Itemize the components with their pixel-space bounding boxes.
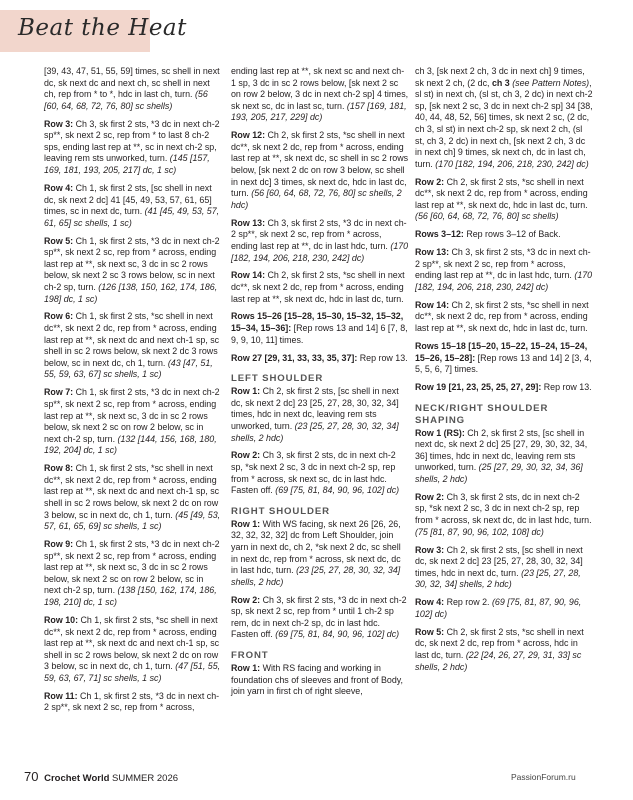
row-count: (47 [51, 55, 59, 63, 67, 71] sc shells, 1 sc) [44,661,221,683]
row-text: With WS facing, sk next 26 [26, 26, 32, 32, 32, 32] dc from Left Shoulder, join yarn in next dc, ch 2, *sk next 2 dc, sc shell in next dc, rep from * across, sk next dc, dc in last hdc, turn. [231,518,401,576]
instruction-paragraph [44,66,222,112]
instruction-paragraph [415,300,593,335]
instruction-paragraph [231,66,409,124]
row-text: Ch 1, sk first 2 sts, *3 dc in next ch-2 sp**, sk next 2 sc, rep from * across, [44,690,220,713]
row-label: Row 1: [231,518,263,529]
row-text: [Rep rows 13 and 14] 2 [3, 4, 5, 5, 6, 7] times. [415,352,592,375]
row-text: Rep row 13. [543,382,592,393]
row-count: (22 [24, 26, 27, 29, 31, 33] sc shells, 2 hdc) [415,649,582,672]
instruction-paragraph [44,311,222,381]
row-text: ending last rep at **, sk next sc and next ch-1 sp, 3 dc in sc 2 rows below, [sk next 2 sc on row 2 below, 3 dc in next ch-2 sp] 4 times, sk next sc, dc in last sc, turn. [231,66,409,111]
row-count: (23 [25, 27, 28, 30, 32, 34] shells, 2 hdc) [231,565,401,587]
row-count: (25 [27, 29, 30, 32, 34, 36] shells, 2 hdc) [415,462,583,484]
instruction-paragraph [415,597,593,620]
instruction-paragraph [231,595,409,641]
row-text: Ch 3, sk first 2 sts, dc in next ch-2 sp, *sk next 2 sc, 3 dc in next ch-2 sp, rep from * across, sk next dc, dc in last hdc, turn. [415,491,592,526]
row-text: Ch 1, sk first 2 sts, *sc shell in next dc**, sk next 2 dc, rep from * across, ending last rep at **, sk next dc and next ch-1 sp, sc shell in sc 2 rows below, sk next 2 dc 3 rows below, sc in next dc, ch 1, turn. [44,311,220,368]
row-count: (45 [49, 53, 57, 61, 65, 69] sc shells, 1 sc) [44,509,221,532]
text-column-2 [231,66,409,704]
row-label: Row 10: [44,614,81,625]
instruction-paragraph [231,519,409,589]
row-label: Row 1: [231,663,263,674]
row-count: (170 [182, 194, 206, 218, 230, 242] dc) [415,270,593,292]
row-text: Ch 2, sk first 2 sts, [sc shell in next dc, sk next 2 dc] 23 [25, 27, 28, 30, 32, 34] times, hdc in next dc, turn. [415,544,583,578]
row-count: (56 [60, 64, 68, 72, 76, 80] sc shells) [44,89,208,111]
row-label: Row 4: [415,597,447,608]
row-count: (43 [47, 51, 55, 59, 63, 67] sc shells, 1 sc) [44,357,213,380]
row-label: Row 12: [231,130,268,141]
row-label: Rows 3–12: [415,229,467,240]
row-label: Rows 15–26 [15–28, 15–30, 15–32, 15–32, 15–34, 15–36]: [231,311,404,334]
row-text: Ch 2, sk first 2 sts, *sc shell in next dc, sk next 2 dc, rep from * across, hdc in last dc, turn. [415,626,584,660]
row-count: (132 [144, 156, 168, 180, 192, 204] dc, 1 sc) [44,433,217,456]
row-text: [Rep rows 13 and 14] 6 [7, 8, 9, 9, 10, 11] times. [231,323,408,345]
row-text: Ch 1, sk first 2 sts, *3 dc in next ch-2 sp**, sk next 2 sc, rep from * across, ending last rep at **, sk next sc, 3 dc in sc 2 rows below, sk next 2 sc on row 2 below, sc in next ch-2 sp, turn. [44,387,220,444]
row-text: Ch 1, sk first 2 sts, [sc shell in next dc, sk next 2 dc] 41 [45, 49, 53, 57, 61, 65] times, sc in next dc, turn. [44,182,212,217]
row-label: Row 5: [415,626,447,637]
issue-season: SUMMER 2026 [112,773,179,784]
row-text: ch 3, [sk next 2 ch, 3 dc in next ch] 9 times, sk next 2 ch, (2 dc, [415,66,585,88]
row-label: Row 1: [231,386,263,397]
section-heading: LEFT SHOULDER [231,373,324,385]
row-label: Row 4: [44,182,76,193]
row-count: (23 [25, 27, 28, 30, 32, 34] shells, 2 hdc) [415,567,581,590]
row-label: Row 13: [415,247,452,258]
row-count: (157 [169, 181, 193, 205, 217, 229] dc) [231,100,407,123]
row-label: Row 7: [44,387,76,398]
instruction-paragraph [44,183,222,229]
row-count: (56 [60, 64, 68, 72, 76, 80] sc shells, 2 hdc) [231,188,402,210]
row-count: (69 [75, 81, 84, 90, 96, 102] dc) [275,485,400,496]
row-count: (23 [25, 27, 28, 30, 32, 34] shells, 2 hdc) [231,420,399,443]
instruction-paragraph [231,353,409,365]
row-text: Ch 3, sk first 2 sts, *3 dc in next ch-2 sp**, sk next 2 sc, rep from * across, ending last rep at **, dc in last hdc, turn. [415,247,591,281]
row-text: Rep rows 3–12 of Back. [466,229,561,240]
row-text: Ch 2, sk first 2 sts, *sc shell in next dc**, sk next 2 dc, rep from * across, ending last rep at **, sk next dc, sc shell in sc 2 rows below, [sk next 2 dc on row 3 below, sc shell in next dc] 3 times, sk next dc, hdc in last dc, turn. [231,130,409,199]
row-count: (126 [138, 150, 162, 174, 186, 198] dc, 1 sc) [44,281,218,304]
magazine-name: Crochet World [44,773,110,784]
instruction-paragraph [231,311,409,346]
row-label: Row 8: [44,463,76,474]
row-count: (75 [81, 87, 90, 96, 102, 108] dc) [415,526,544,537]
instruction-paragraph [44,387,222,457]
instruction-paragraph [44,236,222,306]
watermark: PassionForum.ru [511,772,576,782]
instruction-paragraph [231,663,409,698]
instruction-paragraph [415,428,593,486]
row-text: Ch 2, sk first 2 sts, [sc shell in next dc, sk next 2 dc] 23 [25, 27, 28, 30, 32, 34] times, hdc in next dc, leaving rem sts unworked, turn. [231,386,399,431]
row-count: (69 [75, 81, 84, 90, 96, 102] dc) [275,629,400,640]
page-title: Beat the Heat [18,15,187,41]
row-label: Row 3: [44,118,76,129]
instruction-paragraph [415,382,593,394]
instruction-paragraph [44,539,222,609]
row-label: Row 1 (RS): [415,427,468,438]
instruction-paragraph [44,691,222,714]
instruction-paragraph [231,130,409,211]
row-text: Ch 2, sk first 2 sts, *sc shell in next dc**, sk next 2 dc, rep from * across, ending last rep at **, sk next dc, hdc in last dc, turn. [231,270,405,304]
row-label: Row 14: [415,299,452,310]
row-text: Ch 1, sk first 2 sts, *sc shell in next dc**, sk next 2 dc, rep from * across, ending last rep at **, sk next dc and next ch-1 sp, sc shell in sc 2 rows below, sk next 2 dc on row 3 below, sc in next dc, ch 1, turn. [44,614,220,672]
page-number: 70 [24,769,39,784]
row-text: [39, 43, 47, 51, 55, 59] times, sc shell in next dc, sk next dc and next ch, sc shell in next ch, rep from * to *, hdc in last ch, turn. [44,66,220,100]
instruction-paragraph [415,627,593,673]
instruction-paragraph [231,218,409,264]
row-count: (145 [157, 169, 181, 193, 205, 217] dc, 1 sc) [44,153,210,176]
text-column-3 [415,66,593,679]
row-note: (see Pattern Notes) [512,77,590,88]
instruction-paragraph [231,450,409,496]
instruction-paragraph [231,270,409,305]
row-label: Row 27 [29, 31, 33, 33, 35, 37]: [231,352,360,363]
row-label: Row 5: [44,235,76,246]
row-count: (170 [182, 194, 206, 218, 230, 242] dc) [231,240,409,263]
row-text: Ch 3, sk first 2 sts, *3 dc in next ch-2 sp**, sk next 2 sc, rep from * to last 8 ch-2 sps, ending last rep at **, sc in next ch-2 sp, leaving rem sts unworked, turn. [44,118,220,164]
row-text: Ch 2, sk first 2 sts, *sc shell in next dc**, sk next 2 dc, rep from * across, ending last rep at **, sk next dc, hdc in last dc, turn. [415,299,589,334]
row-label: Row 14: [231,270,268,281]
page-footer [24,769,178,784]
row-text: Rep row 13. [359,352,408,363]
row-text: Ch 2, sk first 2 sts, [sc shell in next dc, sk next 2 dc] 25 [27, 29, 30, 32, 34, 36] times, hdc in next dc, leaving rem sts unworked, turn. [415,427,588,473]
row-text: Ch 2, sk first 2 sts, *sc shell in next dc**, sk next 2 dc, rep from * across, ending last rep at **, sk next dc, hdc in last dc, turn. [415,176,588,210]
row-label: Row 9: [44,539,76,550]
row-label: Row 3: [415,544,447,555]
row-text: Ch 1, sk first 2 sts, *sc shell in next dc**, sk next 2 dc, rep from * across, ending last rep at **, sk next dc and next ch-1 sp, sc shell in sc 2 rows below, sk next 2 dc on row 3 below, sc in next dc, ch 1, turn. [44,463,220,520]
row-label: Row 2: [415,491,447,502]
section-heading: RIGHT SHOULDER [231,505,330,517]
row-count: (170 [182, 194, 206, 218, 230, 242] dc) [435,158,589,169]
instruction-paragraph [415,545,593,591]
row-label: Row 19 [21, 23, 25, 25, 27, 29]: [415,382,544,393]
row-text: Rep row 2. [446,597,492,608]
stitch-term: ch 3 [491,77,510,88]
instruction-paragraph [44,119,222,177]
instruction-paragraph [415,177,593,223]
instruction-paragraph [415,341,593,376]
row-text: Ch 3, sk first 2 sts, *3 dc in next ch-2 sp**, sk next 2 sc, rep from * across, ending last rep at **, dc in last hdc, turn. [231,217,407,251]
instruction-paragraph [415,492,593,538]
instruction-paragraph [415,66,593,170]
instruction-paragraph [44,615,222,685]
text-column-1 [44,66,222,720]
row-label: Row 2: [415,176,447,187]
row-count: (138 [150, 162, 174, 186, 198, 210] dc, 1 sc) [44,585,217,608]
instruction-paragraph [415,247,593,293]
row-label: Rows 15–18 [15–20, 15–22, 15–24, 15–24, 15–26, 15–28]: [415,340,588,363]
instruction-paragraph [44,463,222,533]
instruction-paragraph [415,229,593,241]
row-label: Row 2: [231,594,263,605]
row-text: With RS facing and working in foundation chs of sleeves and front of Body, join yarn in first ch of right sleeve, [231,663,404,697]
row-text: , sl st) in next ch, (sl st, ch 3, 2 dc) in next ch-2 sp, [sk next 2 sc, 3 dc in next ch-2 sp] 34 [38, 40, 44, 48, 52, 56] times, sk next 2 sc, (2 dc, ch 3, sl st) in next ch-2 sp, sk next 2 ch, (sl st, ch 3, 2 dc) in next ch, [sk next 2 ch, 3 dc in next ch] 9 times, sk next ch, dc in last ch, turn. [415,77,593,169]
row-label: Row 11: [44,690,81,701]
row-count: (41 [45, 49, 53, 57, 61, 65] sc shells, 1 sc) [44,206,220,228]
row-text: Ch 3, sk first 2 sts, *3 dc in next ch-2 sp, sk next 2 sc, rep from * until 1 ch-2 sp rem, dc in next ch-2 sp, dc in last hdc. Fasten off. [231,594,407,640]
instruction-paragraph [231,386,409,444]
row-label: Row 13: [231,217,268,228]
row-label: Row 6: [44,311,76,322]
section-heading: FRONT [231,650,269,662]
section-heading: NECK/RIGHT SHOULDER SHAPING [415,402,549,426]
row-text: Ch 1, sk first 2 sts, *3 dc in next ch-2 sp**, sk next 2 sc, rep from * across, ending last rep at **, sk next sc, 3 dc in sc 2 rows below, sk next 2 sc 3 rows below, sc in next ch-2 sp, turn. [44,235,220,292]
row-label: Row 2: [231,450,263,461]
row-count: (56 [60, 64, 68, 72, 76, 80] sc shells) [415,211,559,222]
row-count: (69 [75, 81, 87, 90, 96, 102] dc) [415,597,582,619]
row-text: Ch 3, sk first 2 sts, dc in next ch-2 sp, *sk next 2 sc, 3 dc in next ch-2 sp, rep from * across, sk next sc, dc in last hdc. Fasten off. [231,450,396,496]
row-text: Ch 1, sk first 2 sts, *3 dc in next ch-2 sp**, sk next 2 sc, rep from * across, ending last rep at **, sk next sc, 3 dc in sc 2 rows below, sk next 2 sc on row 2 below, sc in next ch-2 sp, turn. [44,539,220,596]
